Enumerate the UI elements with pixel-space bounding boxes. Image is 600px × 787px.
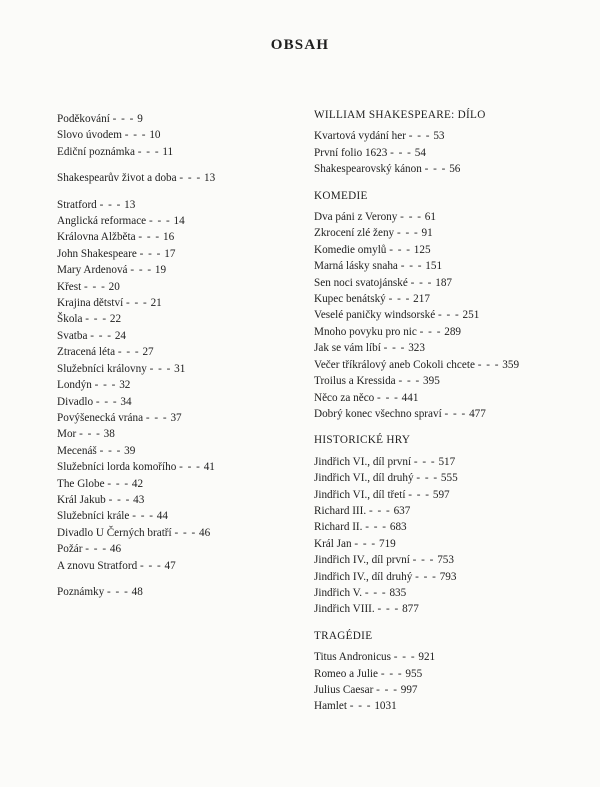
toc-entry: [57, 170, 292, 186]
toc-entry: [57, 344, 292, 360]
toc-leader: - - -: [107, 585, 129, 598]
toc-section: [314, 628, 584, 715]
toc-page-number: 997: [400, 684, 418, 696]
toc-entry: [314, 128, 584, 144]
toc-entry-title: Sen noci svatojánské: [314, 276, 408, 289]
toc-entry-title: Ztracená léta: [57, 346, 116, 359]
toc-entry: [314, 503, 584, 519]
toc-leader: - - -: [145, 411, 168, 424]
toc-entry: [57, 213, 292, 229]
toc-page-number: 187: [435, 276, 452, 289]
toc-entry: [57, 410, 292, 426]
toc-entry: [314, 666, 584, 682]
toc-page-number: 955: [405, 667, 423, 680]
toc-entry: [314, 585, 584, 601]
toc-entry: [57, 394, 292, 410]
toc-entry-title: Dva páni z Verony: [314, 211, 398, 224]
toc-leader: - - -: [112, 113, 135, 125]
toc-entry-title: Povýšenecká vrána: [57, 411, 144, 424]
toc-section: [314, 107, 584, 178]
toc-entry-title: Divadlo: [57, 395, 94, 408]
toc-entry-title: The Globe: [57, 477, 105, 490]
toc-entry: [57, 541, 292, 557]
toc-entry-title: Jindřich VI., díl první: [314, 455, 412, 468]
toc-page-number: 921: [418, 651, 436, 664]
toc-page-number: 597: [432, 488, 450, 501]
toc-page-number: 53: [433, 130, 445, 143]
toc-leader: - - -: [400, 260, 423, 273]
toc-leader: - - -: [137, 145, 160, 158]
toc-page-number: 359: [502, 358, 520, 371]
toc-leader: - - -: [388, 293, 411, 306]
toc-page-number: 39: [124, 444, 136, 457]
toc-leader: - - -: [149, 362, 172, 375]
toc-leader: - - -: [477, 358, 500, 371]
toc-entry-title: Jindřich IV., díl druhý: [314, 570, 413, 583]
toc-leader: - - -: [389, 243, 411, 256]
toc-entry: [57, 295, 292, 311]
toc-page-number: 21: [150, 297, 162, 310]
toc-page-number: 151: [425, 260, 443, 273]
toc-entry-title: Anglická reformace: [57, 215, 147, 228]
toc-page-number: 31: [174, 362, 186, 375]
toc-entry-title: Mecenáš: [57, 444, 97, 457]
toc-leader: - - -: [400, 211, 422, 224]
toc-group: [57, 584, 292, 600]
toc-page-number: 41: [203, 461, 215, 474]
toc-entry-title: Troilus a Kressida: [314, 375, 396, 388]
toc-page-number: 24: [114, 329, 127, 342]
toc-leader: - - -: [95, 395, 118, 408]
toc-leader: - - -: [130, 264, 153, 277]
toc-leader: - - -: [444, 407, 467, 420]
toc-entry: [314, 406, 584, 422]
toc-entry: [57, 311, 292, 327]
toc-entry-title: Škola: [57, 313, 83, 326]
toc-entry-title: Ediční poznámka: [57, 145, 135, 158]
toc-page-number: 46: [199, 526, 211, 539]
toc-entry-title: Richard III.: [314, 504, 367, 517]
toc-page-number: 251: [462, 309, 480, 322]
toc-leader: - - -: [390, 146, 412, 159]
toc-entry-title: Služebníci lorda komořího: [57, 461, 177, 474]
toc-leader: - - -: [398, 375, 421, 388]
toc-leader: - - -: [108, 493, 131, 506]
toc-entry-title: Hamlet: [314, 700, 347, 713]
toc-entry: [314, 307, 584, 323]
toc-entry: [57, 492, 292, 508]
toc-entry: [314, 242, 584, 258]
toc-entry-title: Něco za něco: [314, 391, 375, 404]
toc-entry: [57, 508, 292, 524]
toc-entry-title: Jindřich VIII.: [314, 603, 375, 616]
toc-entry: [314, 145, 584, 161]
toc-page-number: 16: [162, 231, 175, 244]
toc-page-number: 19: [154, 264, 167, 277]
toc-leader: - - -: [393, 651, 416, 664]
toc-page-number: 38: [103, 428, 115, 441]
toc-page-number: 22: [109, 313, 122, 326]
toc-leader: - - -: [132, 510, 154, 523]
toc-entry: [314, 519, 584, 535]
toc-entry: [57, 111, 292, 127]
toc-leader: - - -: [94, 379, 117, 392]
toc-leader: - - -: [179, 461, 201, 474]
toc-entry: [57, 197, 292, 213]
toc-leader: - - -: [413, 455, 436, 468]
toc-leader: - - -: [99, 444, 122, 457]
toc-page-number: 719: [378, 537, 396, 550]
toc-page-number: 441: [401, 391, 419, 404]
toc-entry: [314, 601, 584, 617]
toc-page-number: 37: [170, 411, 182, 424]
toc-entry: [314, 161, 584, 177]
toc-entry: [314, 569, 584, 585]
toc-entry: [57, 144, 292, 160]
toc-page-number: 91: [421, 227, 433, 240]
toc-leader: - - -: [415, 570, 437, 583]
toc-page-number: 323: [408, 342, 425, 355]
toc-leader: - - -: [125, 297, 148, 310]
toc-leader: - - -: [179, 172, 202, 185]
toc-leader: - - -: [368, 504, 391, 517]
toc-entry-title: Poznámky: [57, 585, 105, 598]
toc-entry-title: Stratford: [57, 198, 97, 211]
toc-entry-title: Mnoho povyku pro nic: [314, 325, 417, 338]
toc-section-heading: HISTORICKÉ HRY: [314, 434, 411, 447]
toc-leader: - - -: [412, 554, 435, 567]
toc-entry: [314, 324, 584, 340]
toc-entry: [314, 291, 584, 307]
toc-leader: - - -: [377, 391, 399, 404]
toc-entry: [57, 459, 292, 475]
toc-entry-title: Kvartová vydání her: [314, 130, 406, 143]
toc-entry-title: A znovu Stratford: [57, 559, 138, 572]
toc-page-number: 43: [133, 493, 145, 506]
toc-leader: - - -: [99, 198, 122, 211]
toc-entry-title: Slovo úvodem: [57, 129, 122, 142]
toc-leader: - - -: [84, 280, 106, 293]
toc-entry-title: Krajina dětství: [57, 297, 124, 310]
toc-page-number: 289: [444, 325, 462, 338]
toc-entry-title: Večer tříkrálový aneb Cokoli chcete: [314, 358, 475, 371]
toc-group: [57, 170, 292, 186]
toc-leader: - - -: [396, 227, 419, 240]
toc-entry: [314, 258, 584, 274]
toc-entry-title: Jindřich V.: [314, 586, 363, 599]
toc-page-number: 17: [164, 247, 176, 260]
toc-entry-title: Mor: [57, 428, 77, 441]
toc-leader: - - -: [383, 342, 406, 355]
toc-page-number: 10: [149, 129, 161, 142]
toc-entry: [57, 229, 292, 245]
toc-page-number: 835: [389, 586, 407, 599]
toc-page-number: 637: [393, 504, 411, 517]
toc-entry: [314, 536, 584, 552]
toc-leader: - - -: [124, 129, 147, 142]
toc-entry: [314, 373, 584, 389]
toc-leader: - - -: [139, 559, 162, 572]
toc-page-number: 517: [438, 455, 456, 468]
toc-page-number: 13: [124, 198, 136, 211]
toc-leader: - - -: [90, 329, 113, 342]
toc-page-number: 1031: [374, 700, 397, 713]
toc-leader: - - -: [364, 586, 387, 599]
toc-entry-title: Královna Alžběta: [57, 231, 136, 244]
toc-leader: - - -: [377, 603, 400, 616]
toc-page-number: 27: [142, 346, 154, 359]
toc-leader: - - -: [419, 325, 442, 338]
toc-page-number: 13: [203, 172, 216, 185]
toc-entry: [314, 698, 584, 714]
toc-leader: - - -: [139, 247, 162, 260]
toc-entry: [314, 390, 584, 406]
toc-leader: - - -: [416, 472, 439, 485]
toc-page-number: 61: [424, 211, 436, 224]
toc-entry-title: Svatba: [57, 329, 88, 342]
toc-entry-title: Shakespearovský kánon: [314, 163, 422, 176]
toc-entry: [57, 584, 292, 600]
toc-leader: - - -: [408, 130, 431, 143]
toc-entry-title: Romeo a Julie: [314, 667, 379, 680]
toc-entry-title: Poděkování: [57, 113, 110, 125]
toc-entry: [314, 649, 584, 665]
toc-entry-title: Kupec benátský: [314, 293, 386, 306]
toc-leader: - - -: [437, 309, 460, 322]
toc-entry-title: John Shakespeare: [57, 247, 137, 260]
toc-entry: [314, 225, 584, 241]
toc-entry: [57, 127, 292, 143]
toc-entry-title: Jak se vám líbí: [314, 342, 381, 355]
toc-entry: [57, 279, 292, 295]
toc-leader: - - -: [174, 526, 197, 539]
toc-page-number: 555: [440, 472, 458, 485]
toc-entry-title: Shakespearův život a doba: [57, 172, 177, 185]
toc-leader: - - -: [117, 346, 140, 359]
toc-entry: [57, 558, 292, 574]
contents-right-column: [314, 107, 584, 725]
toc-leader: - - -: [424, 163, 447, 176]
toc-leader: - - -: [365, 521, 388, 534]
toc-entry: [57, 525, 292, 541]
toc-entry: [57, 377, 292, 393]
toc-leader: - - -: [85, 543, 108, 556]
toc-page-number: 477: [469, 407, 486, 420]
toc-entry-title: Komedie omylů: [314, 243, 387, 256]
toc-entry: [57, 246, 292, 262]
toc-page-number: 20: [108, 280, 120, 293]
toc-section: [314, 188, 584, 423]
toc-page-number: 42: [131, 477, 144, 490]
toc-entry: [314, 454, 584, 470]
toc-entry-title: Služebníci královny: [57, 362, 147, 375]
contents-left-column: [57, 111, 292, 610]
toc-entry-title: Titus Andronicus: [314, 651, 391, 664]
toc-group: [57, 111, 292, 160]
toc-page-number: 44: [156, 510, 168, 523]
toc-entry-title: První folio 1623: [314, 146, 388, 159]
toc-entry-title: Mary Ardenová: [57, 264, 128, 277]
toc-entry: [314, 209, 584, 225]
toc-leader: - - -: [380, 667, 403, 680]
toc-leader: - - -: [148, 215, 171, 228]
toc-leader: - - -: [410, 276, 433, 289]
toc-section-heading: KOMEDIE: [314, 189, 368, 202]
toc-leader: - - -: [138, 231, 161, 244]
toc-entry-title: Zkrocení zlé ženy: [314, 227, 395, 240]
toc-page-number: 793: [439, 570, 457, 583]
toc-page-number: 395: [423, 375, 440, 388]
toc-page-number: 32: [119, 379, 131, 392]
toc-entry-title: Požár: [57, 543, 83, 556]
toc-section-heading: TRAGÉDIE: [314, 629, 373, 642]
toc-entry: [57, 262, 292, 278]
toc-entry: [314, 552, 584, 568]
toc-section-heading: WILLIAM SHAKESPEARE: DÍLO: [314, 109, 486, 121]
toc-section: [314, 432, 584, 617]
toc-leader: - - -: [107, 477, 130, 490]
toc-leader: - - -: [79, 428, 101, 441]
toc-entry-title: Londýn: [57, 379, 92, 392]
toc-page-number: 11: [162, 145, 174, 158]
toc-page-number: 877: [402, 603, 419, 616]
toc-page-number: 217: [413, 293, 430, 306]
toc-entry: [57, 361, 292, 377]
toc-entry: [314, 682, 584, 698]
toc-leader: - - -: [354, 537, 377, 550]
toc-entry-title: Jindřich IV., díl první: [314, 554, 410, 567]
toc-entry-title: Richard II.: [314, 521, 363, 534]
toc-page-number: 125: [413, 243, 431, 256]
toc-entry: [314, 275, 584, 291]
toc-entry-title: Julius Caesar: [314, 684, 374, 696]
toc-page-number: 56: [449, 163, 461, 176]
toc-entry: [314, 487, 584, 503]
toc-leader: - - -: [408, 488, 431, 501]
toc-page-number: 14: [173, 215, 185, 228]
toc-entry-title: Služebníci krále: [57, 510, 130, 523]
toc-entry-title: Jindřich VI., díl třetí: [314, 488, 406, 501]
toc-entry-title: Marná lásky snaha: [314, 260, 398, 273]
toc-entry-title: Jindřich VI., díl druhý: [314, 472, 414, 485]
toc-entry-title: Král Jan: [314, 537, 352, 550]
toc-entry: [314, 357, 584, 373]
toc-entry: [57, 328, 292, 344]
toc-page-number: 683: [389, 521, 407, 534]
toc-entry-title: Král Jakub: [57, 493, 106, 506]
page-title: OBSAH: [270, 37, 330, 53]
toc-entry: [314, 340, 584, 356]
toc-entry: [57, 426, 292, 442]
toc-page-number: 34: [120, 395, 132, 408]
toc-page-number: 48: [131, 585, 143, 598]
toc-entry-title: Veselé paničky windsorské: [314, 309, 436, 322]
toc-leader: - - -: [376, 684, 398, 696]
toc-page-number: 753: [437, 554, 454, 567]
toc-page-number: 54: [414, 146, 426, 159]
toc-entry: [314, 470, 584, 486]
toc-entry: [57, 476, 292, 492]
toc-leader: - - -: [349, 700, 372, 713]
toc-leader: - - -: [85, 313, 108, 326]
toc-entry-title: Dobrý konec všechno spraví: [314, 407, 442, 420]
toc-entry-title: Křest: [57, 280, 82, 293]
toc-entry-title: Divadlo U Černých bratří: [57, 526, 172, 539]
toc-group: [57, 197, 292, 574]
toc-entry: [57, 443, 292, 459]
toc-page-number: 9: [137, 113, 143, 125]
toc-page-number: 46: [109, 543, 122, 556]
toc-page-number: 47: [164, 559, 176, 572]
